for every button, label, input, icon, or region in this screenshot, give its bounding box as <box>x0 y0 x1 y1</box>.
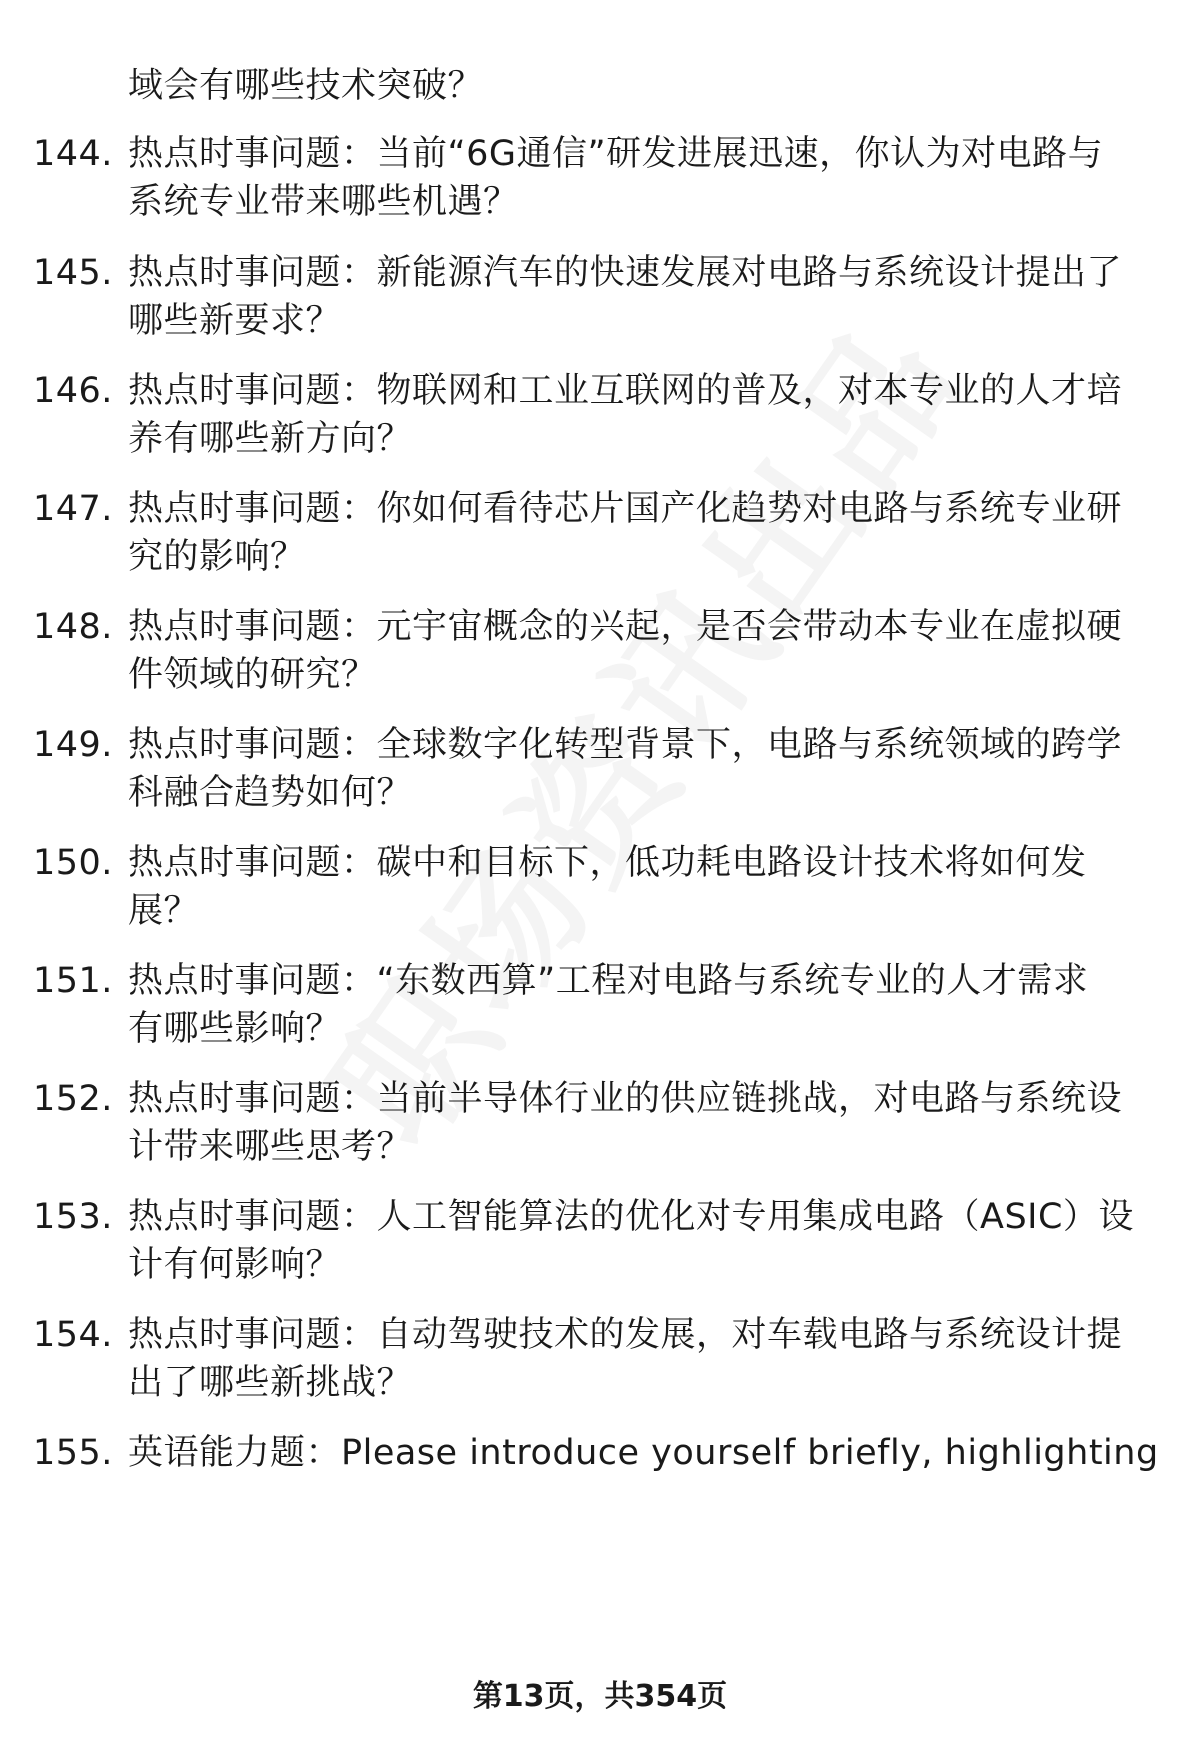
question-line: 科融合趋势如何？ <box>128 773 413 813</box>
question-line: 热点时事问题：元宇宙概念的兴起，是否会带动本专业在虚拟硬 <box>128 607 1123 647</box>
question-line: 热点时事问题：全球数字化转型背景下，电路与系统领域的跨学 <box>128 725 1123 765</box>
question-line: 系统专业带来哪些机遇？ <box>128 182 519 222</box>
question-line: 究的影响？ <box>128 537 306 577</box>
question-line: 有哪些影响？ <box>128 1009 342 1049</box>
question-number: 152. <box>33 1079 113 1119</box>
question-line: 热点时事问题：“东数西算”工程对电路与系统专业的人才需求 <box>128 961 1089 1001</box>
question-text <box>128 249 1148 345</box>
question-text <box>128 1429 1159 1477</box>
question-line: 展？ <box>128 891 200 931</box>
question-text <box>128 1311 1148 1407</box>
question-text <box>128 367 1148 463</box>
question-number: 147. <box>33 489 113 529</box>
question-number: 144. <box>33 134 113 174</box>
question-line: 养有哪些新方向？ <box>128 419 413 459</box>
question-line: 热点时事问题：物联网和工业互联网的普及，对本专业的人才培 <box>128 371 1123 411</box>
question-line: 热点时事问题：人工智能算法的优化对专用集成电路（ASIC）设 <box>128 1197 1134 1237</box>
question-number: 145. <box>33 253 113 293</box>
question-number: 150. <box>33 843 113 883</box>
question-line: 哪些新要求？ <box>128 301 342 341</box>
question-number: 148. <box>33 607 113 647</box>
question-text <box>128 1193 1148 1289</box>
question-number: 155. <box>33 1433 113 1473</box>
continued-line: 域会有哪些技术突破？ <box>128 66 484 106</box>
question-line: 热点时事问题：自动驾驶技术的发展，对车载电路与系统设计提 <box>128 1315 1123 1355</box>
question-text <box>128 839 1148 935</box>
question-line: 热点时事问题：你如何看待芯片国产化趋势对电路与系统专业研 <box>128 489 1123 529</box>
question-number: 149. <box>33 725 113 765</box>
question-line: 热点时事问题：碳中和目标下，低功耗电路设计技术将如何发 <box>128 843 1087 883</box>
question-number: 154. <box>33 1315 113 1355</box>
question-number: 153. <box>33 1197 113 1237</box>
question-line: 英语能力题：Please introduce yourself briefly, highlighting <box>128 1433 1159 1473</box>
question-line: 出了哪些新挑战？ <box>128 1363 413 1403</box>
page-footer: 第13页，共354页 <box>472 1679 728 1714</box>
question-text <box>128 957 1148 1053</box>
question-number: 151. <box>33 961 113 1001</box>
question-line: 热点时事问题：当前“6G通信”研发进展迅速，你认为对电路与 <box>128 134 1104 174</box>
question-line: 件领域的研究？ <box>128 655 377 695</box>
question-text <box>128 1075 1148 1171</box>
question-text <box>128 603 1148 699</box>
question-line: 热点时事问题：新能源汽车的快速发展对电路与系统设计提出了 <box>128 253 1123 293</box>
question-text <box>128 721 1148 817</box>
question-number: 146. <box>33 371 113 411</box>
question-line: 热点时事问题：当前半导体行业的供应链挑战，对电路与系统设 <box>128 1079 1123 1119</box>
question-line: 计有何影响？ <box>128 1245 342 1285</box>
question-text <box>128 130 1148 226</box>
question-text <box>128 485 1148 581</box>
question-line: 计带来哪些思考？ <box>128 1127 413 1167</box>
